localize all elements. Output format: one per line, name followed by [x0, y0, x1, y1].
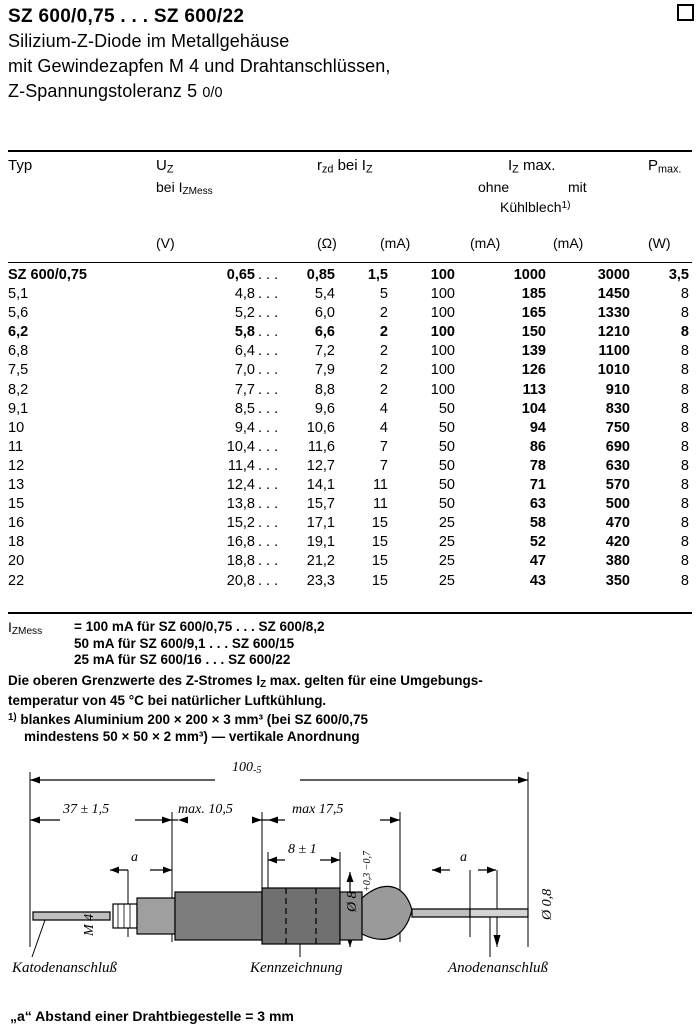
col-header-kuehlblech — [500, 199, 570, 215]
cell-range-dots: . . . — [258, 534, 279, 551]
cell-pmax: 8 — [680, 343, 689, 360]
cell-rzd: 15 — [371, 515, 388, 532]
cell-uz-max: 6,6 — [314, 324, 335, 341]
cell-range-dots: . . . — [258, 305, 279, 322]
cell-izmax-mit: 690 — [605, 438, 630, 455]
cell-iz: 100 — [430, 343, 455, 360]
dim-overall-value: 100 — [232, 760, 253, 775]
cell-izmax-mit: 910 — [605, 381, 630, 398]
dim-thread-spec: M 4 — [82, 913, 97, 936]
cell-iz: 25 — [438, 553, 455, 570]
cell-izmax-mit: 350 — [605, 572, 630, 589]
cell-uz-max: 12,7 — [306, 457, 335, 474]
dim-body-diameter: Ø 8 — [345, 891, 360, 912]
cell-typ: 13 — [8, 477, 25, 494]
cell-uz-min: 20,8 — [226, 572, 255, 589]
footer-caption-a: „a“ Abstand einer Drahtbiegestelle — [10, 1008, 246, 1024]
tolerance-text: Z-Spannungstoleranz 5 — [8, 81, 203, 101]
cell-izmax-ohne: 165 — [521, 305, 546, 322]
dimension-drawing — [0, 752, 700, 992]
table-row — [8, 286, 692, 305]
cell-izmax-mit: 750 — [605, 419, 630, 436]
cell-uz-max: 21,2 — [306, 553, 335, 570]
cell-uz-max: 10,6 — [306, 419, 335, 436]
cell-rzd: 15 — [371, 534, 388, 551]
cell-pmax: 8 — [680, 572, 689, 589]
cell-range-dots: . . . — [258, 362, 279, 379]
cell-range-dots: . . . — [258, 324, 279, 341]
cell-typ: 8,2 — [8, 381, 29, 398]
cell-typ: 20 — [8, 553, 25, 570]
cell-uz-min: 15,2 — [226, 515, 255, 532]
cell-typ: SZ 600/0,75 — [8, 267, 87, 283]
cell-iz: 100 — [430, 267, 455, 283]
dim-gap-a-left: a — [131, 850, 138, 865]
col-header-uz-bei — [156, 179, 213, 197]
cell-izmax-ohne: 113 — [522, 381, 546, 398]
cell-uz-min: 5,8 — [234, 324, 255, 341]
table-row — [8, 420, 692, 439]
izmess-line-1: = 100 mA für SZ 600/0,75 . . . SZ 600/8,2 — [74, 619, 325, 634]
cell-izmax-ohne: 71 — [529, 477, 546, 494]
cell-izmax-mit: 830 — [605, 400, 630, 417]
table-row — [8, 477, 692, 496]
footnote-mark: 1) — [8, 712, 17, 724]
table-row — [8, 305, 692, 324]
cell-pmax: 8 — [680, 305, 689, 322]
body-left — [175, 892, 262, 940]
notes-block — [8, 619, 692, 746]
dim-gap-a-right: a — [460, 850, 467, 865]
cell-izmax-mit: 630 — [605, 457, 630, 474]
cell-izmax-mit: 1100 — [598, 343, 630, 360]
cell-uz-max: 19,1 — [306, 534, 335, 551]
cell-izmax-ohne: 185 — [521, 286, 546, 303]
cell-rzd: 11 — [372, 496, 388, 513]
arrow-mark-left — [268, 857, 277, 864]
cell-rzd: 2 — [379, 305, 388, 322]
col-header-typ: Typ — [8, 157, 33, 174]
table-row — [8, 515, 692, 534]
cell-typ: 6,2 — [8, 324, 29, 341]
cell-pmax: 8 — [680, 324, 689, 341]
cell-rzd: 4 — [379, 400, 388, 417]
col-header-pmax — [648, 157, 681, 175]
table-top-rule — [8, 150, 692, 152]
cell-typ: 22 — [8, 572, 25, 589]
cell-range-dots: . . . — [258, 496, 279, 513]
cell-range-dots: . . . — [258, 419, 279, 436]
cell-izmax-mit: 420 — [605, 534, 630, 551]
cell-range-dots: . . . — [258, 572, 279, 589]
cell-uz-max: 11,6 — [307, 438, 335, 455]
dim-overall-length — [232, 760, 261, 776]
cell-izmax-mit: 1450 — [597, 286, 630, 303]
col-header-ohne: ohne — [478, 179, 510, 195]
cell-range-dots: . . . — [258, 553, 279, 570]
subtitle-line-3 — [8, 79, 692, 106]
cell-rzd: 15 — [371, 572, 388, 589]
izmess-conditions — [74, 619, 692, 669]
cell-pmax: 8 — [680, 400, 689, 417]
col-header-rzd — [317, 157, 373, 175]
cell-iz: 100 — [430, 381, 455, 398]
cell-pmax: 8 — [680, 496, 689, 513]
cell-iz: 50 — [438, 477, 455, 494]
glass-bulb — [362, 886, 412, 939]
dim-mark-width: 8 ± 1 — [288, 842, 317, 857]
uz-bei-text: bei I — [156, 179, 183, 195]
subtitle-line-2: mit Gewindezapfen M 4 und Drahtanschlüssen, — [8, 56, 391, 76]
cell-typ: 5,1 — [8, 286, 29, 303]
label-anode: Anodenanschluß — [448, 960, 548, 976]
unit-watt: (W) — [648, 235, 671, 251]
cell-range-dots: . . . — [258, 457, 279, 474]
cell-iz: 25 — [438, 515, 455, 532]
cell-range-dots: . . . — [258, 381, 279, 398]
arrow-a-right-2 — [487, 867, 496, 874]
subtitle-line-1: Silizium-Z-Diode im Metallgehäuse — [8, 31, 290, 51]
cell-range-dots: . . . — [258, 438, 279, 455]
izmess-label — [8, 619, 42, 641]
cell-uz-min: 16,8 — [226, 534, 255, 551]
cell-iz: 25 — [438, 572, 455, 589]
cell-rzd: 7 — [379, 457, 388, 474]
cell-uz-max: 5,4 — [314, 286, 335, 303]
dim-cathode-length: 37 ± 1,5 — [63, 802, 110, 817]
cell-uz-min: 10,4 — [226, 438, 255, 455]
table-row — [8, 401, 692, 420]
table-row — [8, 573, 692, 592]
rzd-symbol: r — [317, 157, 322, 174]
cell-pmax: 8 — [680, 477, 689, 494]
col-header-mit: mit — [568, 179, 587, 195]
uz-subscript: Z — [166, 163, 174, 176]
rzd-bei-text: bei I — [333, 157, 366, 174]
arrow-a-right-1 — [432, 867, 441, 874]
cell-izmax-ohne: 126 — [521, 362, 546, 379]
unit-ma-mit: (mA) — [553, 235, 584, 251]
cell-izmax-ohne: 63 — [529, 496, 546, 513]
table-row — [8, 496, 692, 515]
cell-izmax-mit: 1010 — [597, 362, 630, 379]
cell-rzd: 5 — [379, 286, 388, 303]
note-paragraph-1-b: max. gelten für eine Umgebungs- — [266, 672, 483, 688]
izmess-subscript: ZMess — [11, 626, 43, 638]
unit-volt: (V) — [156, 235, 175, 251]
cell-pmax: 8 — [680, 381, 689, 398]
table-bottom-rule — [8, 612, 692, 614]
cell-typ: 11 — [8, 438, 24, 455]
arrow-body-left — [268, 817, 278, 824]
cell-iz: 100 — [430, 305, 455, 322]
table-header-rule — [8, 262, 692, 263]
unit-ohm: (Ω) — [317, 235, 337, 251]
cell-izmax-ohne: 139 — [521, 343, 546, 360]
label-cathode: Katodenanschluß — [12, 960, 117, 976]
thread-stud — [113, 904, 137, 928]
arrow-overall-left — [30, 777, 40, 784]
dim-wire-diameter: Ø 0,8 — [540, 888, 555, 920]
cell-rzd: 15 — [371, 553, 388, 570]
corner-square-icon — [677, 4, 694, 21]
cell-uz-max: 0,85 — [306, 267, 335, 283]
footnote-line-2: mindestens 50 × 50 × 2 mm³) — vertikale Anordnung — [24, 729, 360, 745]
table-row — [8, 458, 692, 477]
cell-uz-max: 23,3 — [306, 572, 335, 589]
cell-izmax-ohne: 94 — [529, 419, 546, 436]
unit-ma-iz: (mA) — [380, 235, 411, 251]
pmax-symbol: P — [648, 157, 659, 174]
arrow-cathode-right — [162, 817, 172, 824]
table-row — [8, 324, 692, 343]
cell-izmax-mit: 3000 — [597, 267, 630, 283]
arrow-wire-dia — [494, 935, 501, 947]
cell-uz-min: 7,7 — [234, 381, 255, 398]
cell-rzd: 1,5 — [367, 267, 388, 283]
cell-izmax-ohne: 78 — [529, 457, 546, 474]
cell-rzd: 2 — [379, 343, 388, 360]
cell-uz-max: 9,6 — [314, 400, 335, 417]
table-body — [8, 267, 692, 592]
cell-range-dots: . . . — [258, 286, 279, 303]
cell-pmax: 8 — [680, 553, 689, 570]
cell-iz: 50 — [438, 438, 455, 455]
cell-uz-max: 7,9 — [314, 362, 335, 379]
dim-overall-tolerance: -5 — [253, 765, 262, 777]
cell-typ: 16 — [8, 515, 25, 532]
cell-rzd: 2 — [379, 362, 388, 379]
arrow-a-left-1 — [110, 867, 119, 874]
cell-uz-max: 8,8 — [314, 381, 335, 398]
footer-caption — [10, 1008, 294, 1024]
cell-uz-max: 17,1 — [306, 515, 335, 532]
cell-pmax: 8 — [680, 419, 689, 436]
cell-pmax: 8 — [680, 457, 689, 474]
shoulder-section — [137, 898, 175, 934]
anode-wire-1 — [412, 909, 470, 917]
cell-typ: 5,6 — [8, 305, 29, 322]
cell-izmax-mit: 380 — [605, 553, 630, 570]
cell-iz: 100 — [430, 286, 455, 303]
table-row — [8, 382, 692, 401]
cell-typ: 18 — [8, 534, 25, 551]
cell-izmax-ohne: 52 — [529, 534, 546, 551]
note-paragraph-1 — [8, 673, 692, 694]
drawing-svg — [0, 752, 700, 992]
cell-range-dots: . . . — [258, 267, 279, 283]
col-header-uz — [156, 157, 173, 175]
cell-izmax-mit: 570 — [605, 477, 630, 494]
cell-uz-min: 11,4 — [227, 457, 255, 474]
leader-cathode — [32, 920, 45, 957]
cell-uz-min: 4,8 — [234, 286, 255, 303]
header-block — [8, 4, 692, 106]
cell-uz-min: 13,8 — [226, 496, 255, 513]
cell-uz-max: 14,1 — [306, 477, 335, 494]
cell-rzd: 11 — [372, 477, 388, 494]
cell-iz: 25 — [438, 534, 455, 551]
body-marking — [262, 888, 340, 944]
cell-rzd: 2 — [379, 381, 388, 398]
cell-typ: 6,8 — [8, 343, 29, 360]
cell-iz: 100 — [430, 362, 455, 379]
page-title: SZ 600/0,75 . . . SZ 600/22 — [8, 6, 245, 27]
dim-body-length: max 17,5 — [292, 802, 344, 817]
cell-range-dots: . . . — [258, 400, 279, 417]
cell-pmax: 8 — [680, 515, 689, 532]
arrow-cathode-left — [30, 817, 40, 824]
cell-uz-min: 6,4 — [234, 343, 255, 360]
unit-ma-ohne: (mA) — [470, 235, 501, 251]
footnote-text-a: blankes Aluminium 200 × 200 × 3 mm³ (bei SZ 600/0,75 — [16, 712, 369, 728]
table-row — [8, 534, 692, 553]
cell-pmax: 8 — [680, 534, 689, 551]
cell-typ: 12 — [8, 457, 25, 474]
table-row — [8, 362, 692, 381]
cell-uz-min: 7,0 — [234, 362, 255, 379]
anode-wire-2 — [470, 909, 528, 917]
note-paragraph-1-sub: Z — [260, 678, 267, 690]
dim-body-diameter-tolerance: +0,3 −0,7 — [362, 851, 373, 892]
cell-pmax: 8 — [680, 438, 689, 455]
table-row — [8, 553, 692, 572]
footer-caption-b: = 3 mm — [245, 1008, 294, 1024]
cell-range-dots: . . . — [258, 477, 279, 494]
cell-range-dots: . . . — [258, 515, 279, 532]
rzd-bei-subscript: Z — [365, 163, 373, 176]
rzd-subscript: zd — [322, 163, 334, 176]
cell-typ: 9,1 — [8, 400, 29, 417]
cell-iz: 100 — [430, 324, 455, 341]
table-row — [8, 439, 692, 458]
footnote-line-1 — [8, 710, 692, 729]
cell-typ: 7,5 — [8, 362, 29, 379]
cell-uz-min: 0,65 — [226, 267, 255, 283]
arrow-mark-right — [331, 857, 340, 864]
cell-iz: 50 — [438, 400, 455, 417]
cell-uz-min: 12,4 — [226, 477, 255, 494]
kuehlblech-footnote-mark: 1) — [561, 199, 571, 211]
cell-uz-max: 7,2 — [314, 343, 335, 360]
kuehlblech-text: Kühlblech — [500, 199, 562, 215]
percent-symbol: 0/0 — [202, 85, 223, 101]
cell-izmax-ohne: 43 — [529, 572, 546, 589]
cell-range-dots: . . . — [258, 343, 279, 360]
dim-thread-length: max. 10,5 — [178, 802, 233, 817]
cell-uz-max: 15,7 — [306, 496, 335, 513]
cell-izmax-ohne: 150 — [521, 324, 546, 341]
col-header-izmax — [508, 157, 555, 175]
cell-izmax-mit: 1210 — [597, 324, 630, 341]
arrow-thread-right — [252, 817, 262, 824]
cell-iz: 50 — [438, 419, 455, 436]
cathode-wire — [33, 912, 110, 920]
note-paragraph-1-a: Die oberen Grenzwerte des Z-Stromes I — [8, 672, 261, 688]
izmess-line-2: 50 mA für SZ 600/9,1 . . . SZ 600/15 — [74, 635, 295, 651]
cell-rzd: 2 — [379, 324, 388, 341]
izmess-symbol: I — [8, 619, 12, 635]
cell-rzd: 7 — [379, 438, 388, 455]
table-row — [8, 343, 692, 362]
cell-uz-min: 5,2 — [234, 305, 255, 322]
label-marking: Kennzeichnung — [250, 960, 343, 976]
cell-izmax-ohne: 1000 — [513, 267, 546, 283]
cell-izmax-ohne: 86 — [529, 438, 546, 455]
cell-izmax-ohne: 104 — [521, 400, 546, 417]
izmax-symbol: I — [508, 157, 513, 174]
cell-uz-min: 8,5 — [234, 400, 255, 417]
cell-typ: 15 — [8, 496, 25, 513]
cell-izmax-mit: 500 — [605, 496, 630, 513]
cell-izmax-mit: 1330 — [597, 305, 630, 322]
cell-rzd: 4 — [379, 419, 388, 436]
cell-izmax-ohne: 58 — [529, 515, 546, 532]
cell-pmax: 8 — [680, 286, 689, 303]
cell-izmax-mit: 470 — [605, 515, 630, 532]
cell-typ: 10 — [8, 419, 25, 436]
uz-bei-subscript: ZMess — [182, 186, 213, 198]
arrow-body-right — [390, 817, 400, 824]
pmax-subscript: max. — [658, 163, 682, 176]
cell-uz-min: 18,8 — [226, 553, 255, 570]
cell-izmax-ohne: 47 — [529, 553, 546, 570]
cell-uz-max: 6,0 — [314, 305, 335, 322]
cell-pmax: 3,5 — [668, 267, 689, 283]
cell-uz-min: 9,4 — [234, 419, 255, 436]
arrow-a-left-2 — [163, 867, 172, 874]
uz-symbol: U — [156, 157, 167, 174]
cell-iz: 50 — [438, 457, 455, 474]
note-paragraph-2: temperatur von 45 °C bei natürlicher Luftkühlung. — [8, 693, 327, 709]
izmess-line-3: 25 mA für SZ 600/16 . . . SZ 600/22 — [74, 652, 291, 667]
arrow-overall-right — [518, 777, 528, 784]
arrow-diameter-top — [347, 872, 354, 882]
cell-pmax: 8 — [680, 362, 689, 379]
izmax-rest: max. — [518, 157, 556, 174]
cell-iz: 50 — [438, 496, 455, 513]
izmax-subscript: Z — [512, 163, 519, 176]
table-row — [8, 267, 692, 286]
